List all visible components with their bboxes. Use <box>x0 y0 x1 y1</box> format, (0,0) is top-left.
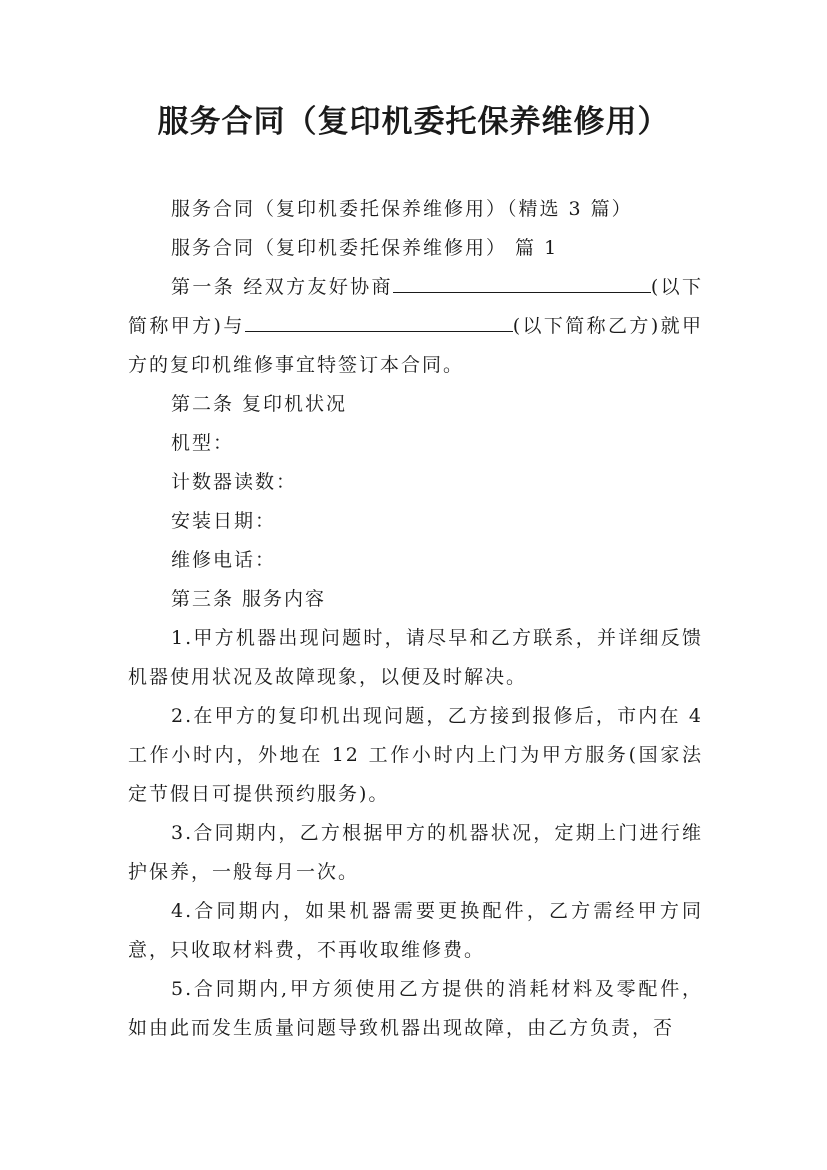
party-b-blank <box>245 307 513 332</box>
field-repair-phone: 维修电话： <box>171 549 277 571</box>
field-counter: 计数器读数： <box>171 471 298 493</box>
document-body <box>128 190 703 1048</box>
service-item-1: 1.甲方机器出现问题时，请尽早和乙方联系，并详细反馈机器使用状况及故障现象，以便及时解决。 <box>128 627 703 688</box>
service-item-3: 3.合同期内，乙方根据甲方的机器状况，定期上门进行维护保养，一般每月一次。 <box>128 822 703 883</box>
article-heading: 服务合同（复印机委托保养维修用） 篇 1 <box>171 237 559 259</box>
clause-1 <box>128 268 703 385</box>
clause-3-heading: 第三条 服务内容 <box>171 588 327 610</box>
clause-2-heading: 第二条 复印机状况 <box>171 393 348 415</box>
clause-1-middle: (以下简称甲方)与 <box>128 276 703 337</box>
document-title: 服务合同（复印机委托保养维修用） <box>157 104 670 140</box>
service-item-2: 2.在甲方的复印机出现问题，乙方接到报修后，市内在 4 工作小时内，外地在 12 工作小时内上门为甲方服务(国家法定节假日可提供预约服务)。 <box>128 705 703 805</box>
clause-1-prefix: 第一条 经双方友好协商 <box>171 276 393 298</box>
subtitle: 服务合同（复印机委托保养维修用）（精选 3 篇） <box>171 198 633 220</box>
field-install-date: 安装日期： <box>171 510 277 532</box>
service-item-4: 4.合同期内，如果机器需要更换配件，乙方需经甲方同意，只收取材料费，不再收取维修费。 <box>128 900 703 961</box>
field-model: 机型： <box>171 432 235 454</box>
party-a-blank <box>393 268 651 293</box>
clause-1-suffix: (以下简称乙方)就甲方的复印机维修事宜特签订本合同。 <box>128 315 703 376</box>
service-item-5: 5.合同期内,甲方须使用乙方提供的消耗材料及零配件，如由此而发生质量问题导致机器出现故障，由乙方负责，否 <box>128 978 703 1039</box>
